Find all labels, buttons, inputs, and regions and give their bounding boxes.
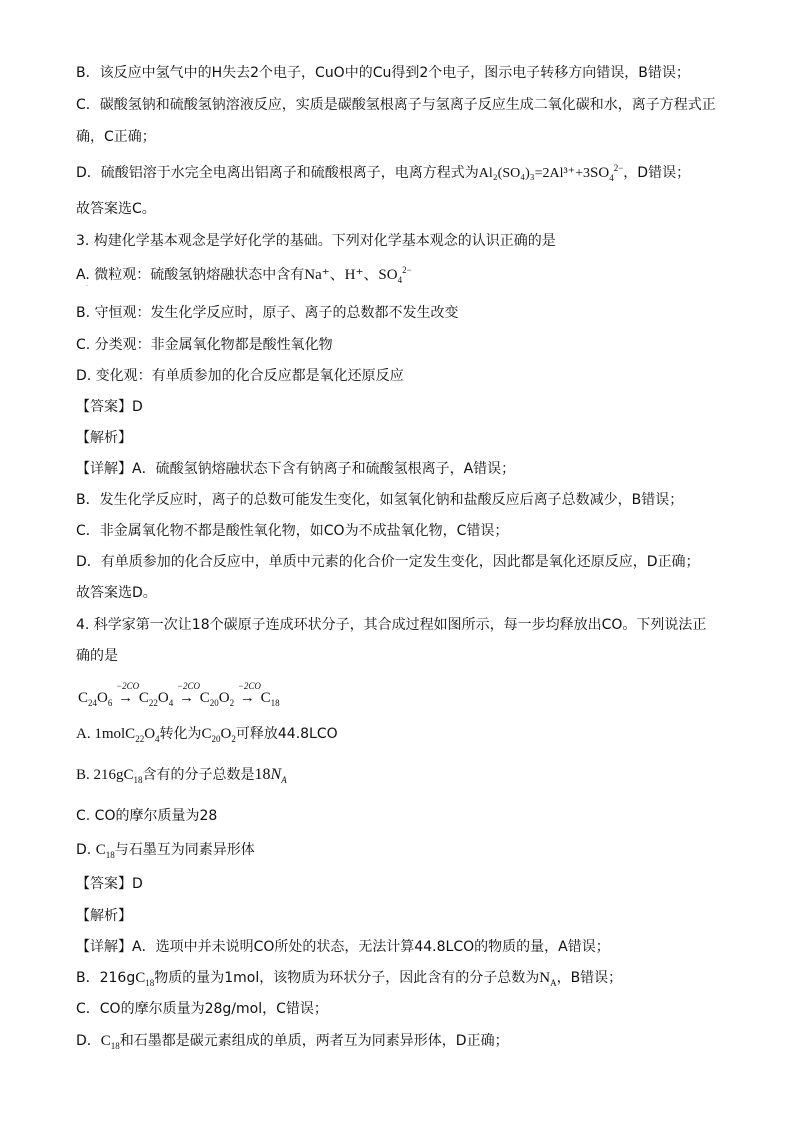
formula-c22o4: $C_{22}O_4$ [138,690,174,708]
q2-option-c-explanation-line2: 确，C正确； [76,129,156,145]
q3-stem: 3. 构建化学基本观念是学好化学的基础。下列对化学基本观念的认识正确的是 [76,233,556,249]
formula-c24o6: $C_{24}O_6$ [78,690,113,708]
q4-analysis-heading: 【解析】 [76,908,132,924]
stray-dot: · [86,283,88,290]
q3-answer-conclusion: 故答案选D。 [76,585,157,601]
q4-stem-line1: 4. 科学家第一次让18个碳原子连成环状分子，其合成过程如图所示，每一步均释放出CO。下列说法正 [76,617,707,633]
q3-option-b: B. 守恒观：发生化学反应时，原子、离子的总数都不发生改变 [76,305,459,321]
q3-detail-c: C．非金属氧化物不都是酸性氧化物，如CO为不成盐氧化物，C错误； [76,523,509,539]
q3-detail-d: D．有单质参加的化合反应中，单质中元素的化合价一定发生变化，因此都是氧化还原反应，D正确； [76,554,700,570]
q4-detail-d: D．$C_{18}$和石墨都是碳元素组成的单质，两者互为同素异形体，D正确； [76,1033,509,1051]
q4-answer: 【答案】D [76,876,143,892]
q4-stem-line2: 确的是 [76,648,118,664]
q3-option-d: D. 变化观：有单质参加的化合反应都是氧化还原反应 [76,368,404,384]
q3-option-c: C. 分类观：非金属氧化物都是酸性氧化物 [76,337,333,353]
q2-option-d-explanation [76,163,690,184]
reaction-arrow-2: −2CO → [176,681,201,706]
q4-option-c: C. CO的摩尔质量为28 [76,808,218,824]
q4-option-d: D. $C_{18}$与石墨互为同素异形体 [76,842,255,860]
q3-answer: 【答案】D [76,399,143,415]
q2d-sulfate: $SO_4^{2-}$ [590,163,624,183]
q3-analysis-heading: 【解析】 [76,430,132,446]
q3a-sulfate: $SO_4^{2-}$ [378,265,412,285]
formula-c20o2: $C_{20}O_2$ [199,690,235,708]
q3-option-a: A. 微粒观：硫酸氢钠熔融状态中含有Na⁺、H⁺、$SO_4^{2-}$ [76,265,412,285]
q4-option-a: A. $1molC_{22}O_4$转化为$C_{20}O_2$可释放44.8LCO [76,726,338,744]
q2d-conclusion: ，D错误； [623,165,691,181]
q2-answer-conclusion: 故答案选C。 [76,201,156,217]
q3-detail-a: 【详解】A．硫酸氢钠熔融状态下含有钠离子和硫酸氢根离子，A错误； [76,461,516,477]
q4-detail-b: B．$216gC_{18}$物质的量为1mol，该物质为环状分子，因此含有的分子总数为$N_A$，B错误； [76,970,623,988]
formula-c18: $C_{18}$ [260,690,280,708]
q2d-equation: Al₂(SO₄)₃=2Al³⁺+3 [478,166,591,181]
q2d-text: D．硫酸铝溶于水完全电离出铝离子和硫酸根离子，电离方程式为 [76,165,479,181]
reaction-arrow-1: −2CO → [116,681,140,706]
reaction-arrow-3: −2CO → [237,681,261,706]
q3-detail-b: B．发生化学反应时，离子的总数可能发生变化，如氢氧化钠和盐酸反应后离子总数减少，B错误； [76,492,684,508]
q3a-ions: Na⁺、H⁺、 [304,267,379,283]
q4-detail-a: 【详解】A．选项中并未说明CO所处的状态，无法计算44.8LCO的物质的量，A错误； [76,939,610,955]
q4-option-b: B. $216gC_{18}$含有的分子总数是$18N_A$ [76,766,287,786]
q2-option-b-explanation: B．该反应中氢气中的H失去2个电子，CuO中的Cu得到2个电子，图示电子转移方向错误，B错误； [76,65,690,81]
q4-reaction-scheme [78,681,280,708]
q2-option-c-explanation-line1: C．碳酸氢钠和硫酸氢钠溶液反应，实质是碳酸氢根离子与氢离子反应生成二氧化碳和水，离子方程式正 [76,97,716,113]
q4-detail-c: C．CO的摩尔质量为28g/mol，C错误； [76,1001,328,1017]
